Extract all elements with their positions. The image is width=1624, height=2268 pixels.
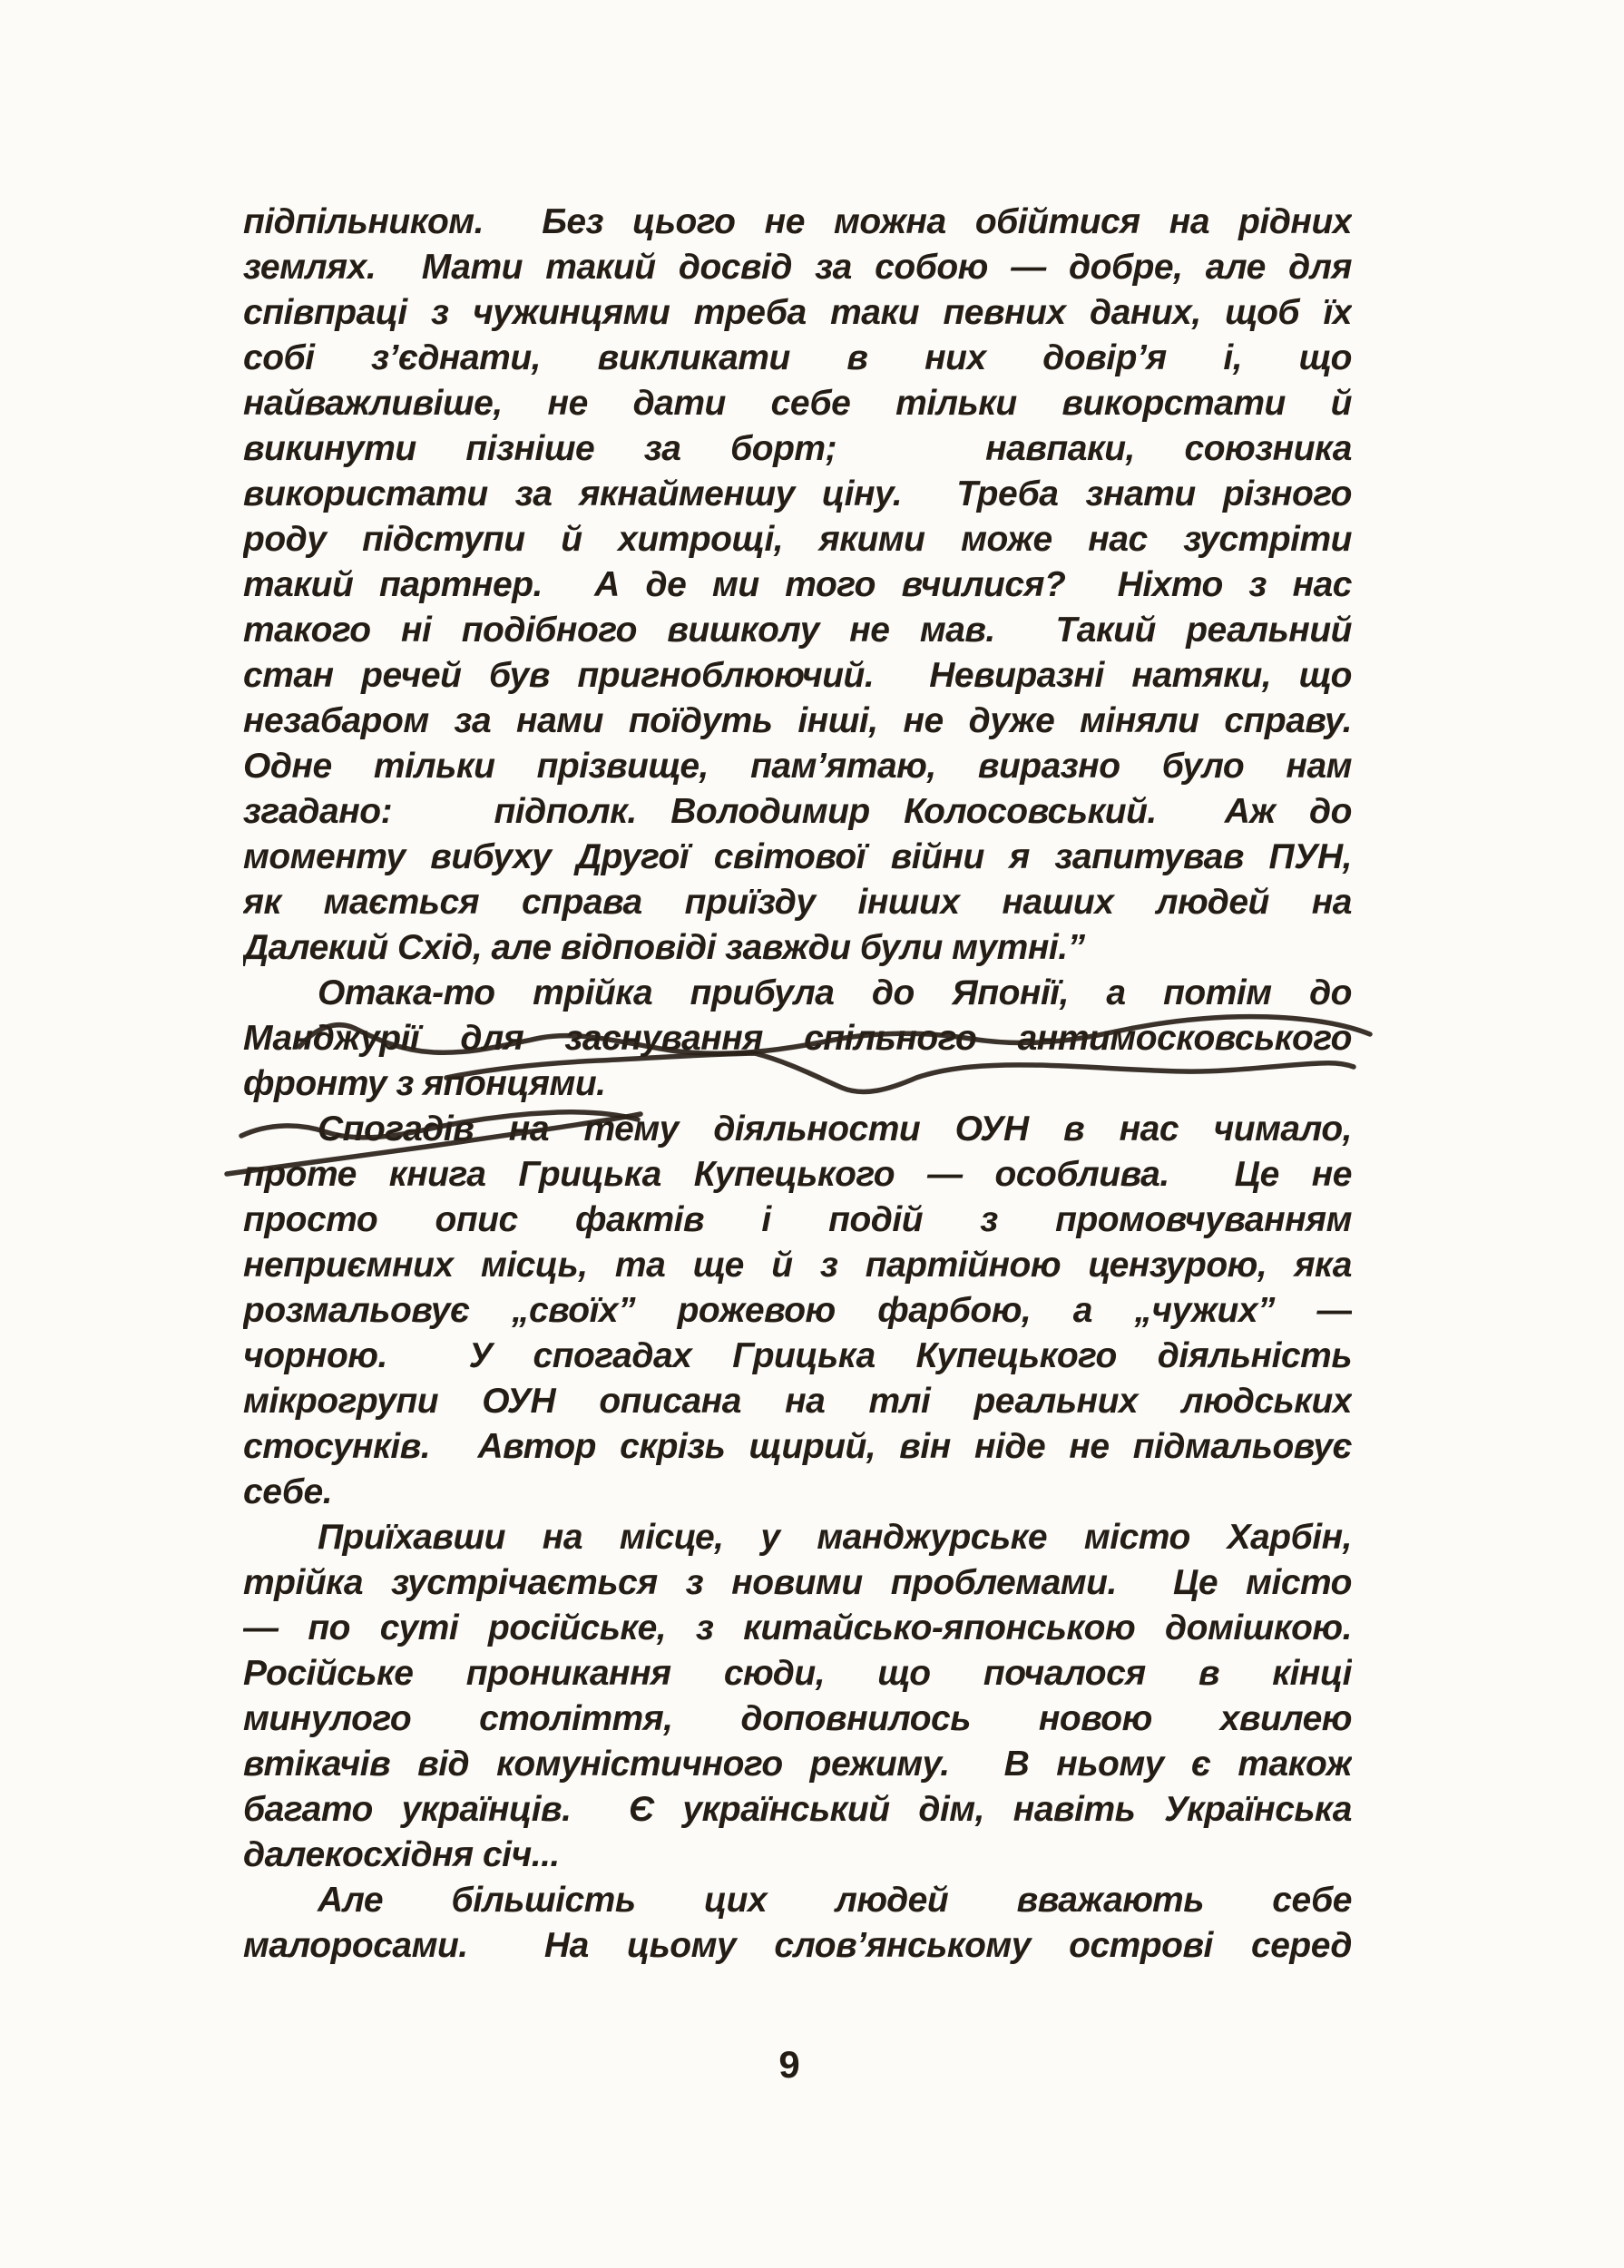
- text-line-26: чорною. У спогадах Грицька Купецького діяльність: [243, 1336, 1352, 1375]
- text-line-24: неприємних місць, та ще й з партійною цензурою, яка: [243, 1246, 1352, 1285]
- text-line-18: Отака-то трійка прибула до Японії, а потім до: [318, 973, 1352, 1012]
- text-line-9: такий партнер. А де ми того вчилися? Ніхто з нас: [243, 565, 1352, 604]
- text-line-11: стан речей був пригноблюючий. Невиразні натяки, що: [243, 656, 1352, 695]
- text-line-7: використати за якнайменшу ціну. Треба знати різного: [243, 474, 1352, 513]
- text-line-36: багато українців. Є український дім, навіть Українська: [243, 1790, 1352, 1829]
- text-line-13: Одне тільки прізвище, пам’ятаю, виразно було нам: [243, 747, 1352, 786]
- text-line-2: землях. Мати такий досвід за собою — добре, але для: [243, 248, 1352, 287]
- text-line-12: незабаром за нами поїдуть інші, не дуже міняли справу.: [243, 701, 1352, 740]
- text-line-32: — по суті російське, з китайсько-японською домішкою.: [243, 1608, 1352, 1647]
- text-line-17: Далекий Схід, але відповіді завжди були мутні.”: [243, 928, 1085, 967]
- text-line-33: Російське проникання сюди, що почалося в кінці: [243, 1654, 1352, 1693]
- text-line-37: далекосхідня січ...: [243, 1835, 560, 1874]
- text-line-22: проте книга Грицька Купецького — особлива. Це не: [243, 1155, 1352, 1194]
- text-line-16: як мається справа приїзду інших наших людей на: [243, 883, 1352, 922]
- text-line-31: трійка зустрічається з новими проблемами. Це місто: [243, 1563, 1352, 1602]
- text-line-39: малоросами. На цьому слов’янському острові серед: [243, 1926, 1352, 1965]
- text-line-21: Спогадів на тему діяльности ОУН в нас чимало,: [318, 1110, 1352, 1149]
- text-line-3: співпраці з чужинцями треба таки певних даних, щоб їх: [243, 293, 1352, 332]
- page-number: 9: [778, 2043, 800, 2086]
- text-block: [243, 200, 1352, 1969]
- text-line-1: підпільником. Без цього не можна обійтися на рідних: [243, 202, 1352, 241]
- text-line-4: собі з’єднати, викликати в них довір’я і, що: [243, 338, 1352, 377]
- text-line-25: розмальовує „своїх” рожевою фарбою, а „чужих” —: [243, 1291, 1352, 1330]
- text-line-23: просто опис фактів і подій з промовчуванням: [243, 1200, 1352, 1239]
- text-line-27: мікрогрупи ОУН описана на тлі реальних людських: [243, 1382, 1352, 1421]
- text-line-6: викинути пізніше за борт; навпаки, союзника: [243, 429, 1352, 468]
- text-line-8: роду підступи й хитрощі, якими може нас зустріти: [243, 520, 1352, 559]
- text-line-30: Приїхавши на місце, у манджурське місто Харбін,: [318, 1518, 1352, 1557]
- text-line-14: згадано: підполк. Володимир Колосовський. Аж до: [243, 792, 1352, 831]
- text-line-35: втікачів від комуністичного режиму. В ньому є також: [243, 1745, 1352, 1784]
- text-line-20: фронту з японцями.: [243, 1064, 606, 1103]
- text-line-28: стосунків. Автор скрізь щирий, він ніде не підмальовує: [243, 1427, 1352, 1466]
- text-line-29: себе.: [243, 1472, 333, 1511]
- text-line-15: моменту вибуху Другої світової війни я запитував ПУН,: [243, 837, 1352, 876]
- text-line-38: Але більшість цих людей вважають себе: [318, 1881, 1352, 1920]
- text-line-34: минулого століття, доповнилось новою хвилею: [243, 1699, 1352, 1738]
- text-line-19: Манджурії для заснування спільного антимосковського: [243, 1019, 1352, 1058]
- text-line-10: такого ні подібного вишколу не мав. Такий реальний: [243, 611, 1352, 650]
- text-line-5: найважливіше, не дати себе тільки викорстати й: [243, 384, 1352, 423]
